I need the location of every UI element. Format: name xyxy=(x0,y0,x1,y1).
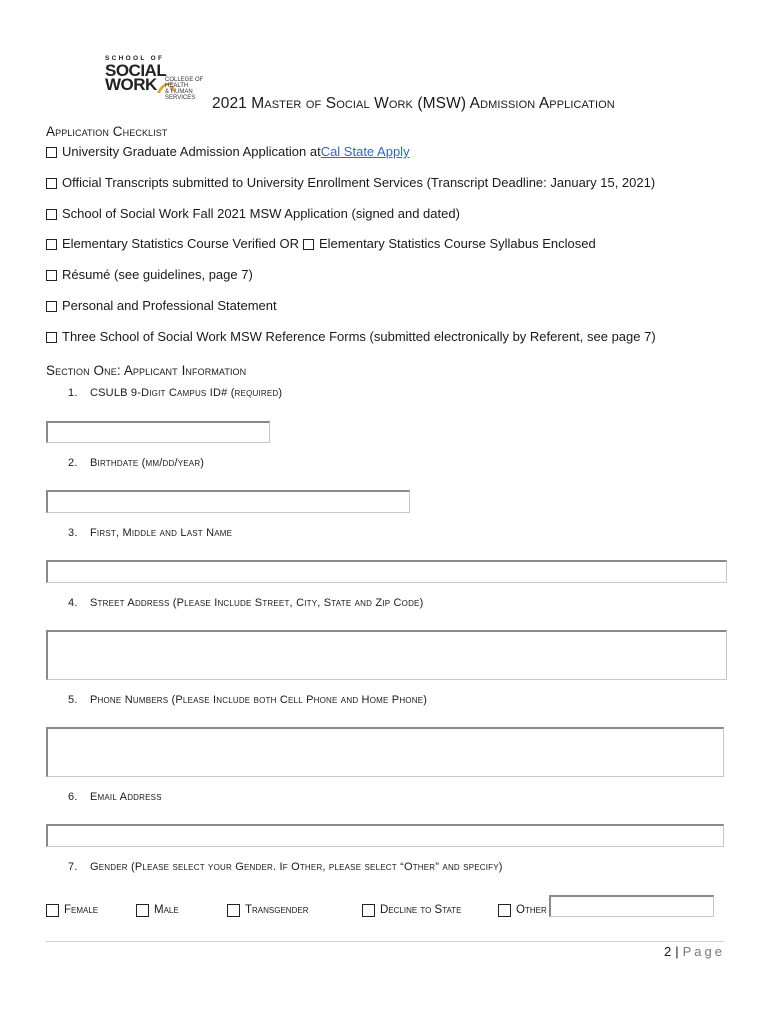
logo-sub-line1: COLLEGE OF xyxy=(165,77,204,83)
logo-sub-line4: SERVICES xyxy=(165,95,196,101)
birthdate-input[interactable] xyxy=(46,490,410,513)
gender-option-female[interactable]: Female xyxy=(46,904,136,917)
checklist-item-6 xyxy=(46,298,277,313)
question-6-label: 6. Email Address xyxy=(68,791,162,803)
gender-option-transgender[interactable]: Transgender xyxy=(227,904,362,917)
gender-option-decline[interactable]: Decline to State xyxy=(362,904,498,917)
checklist-checkbox-4a[interactable] xyxy=(46,239,57,250)
gender-other-input[interactable] xyxy=(549,895,714,917)
campus-id-input[interactable] xyxy=(46,421,270,443)
checklist-checkbox-4b[interactable] xyxy=(303,239,314,250)
checklist-item-1 xyxy=(46,144,410,159)
checklist-item-2 xyxy=(46,175,655,190)
gender-checkbox-transgender[interactable] xyxy=(227,904,240,917)
logo-school-of: SCHOOL OF xyxy=(105,55,165,62)
footer-divider xyxy=(46,941,724,942)
question-2-label: 2. Birthdate (mm/dd/year) xyxy=(68,457,205,469)
checklist-heading: Application Checklist xyxy=(46,124,168,139)
gender-checkbox-female[interactable] xyxy=(46,904,59,917)
email-address-input[interactable] xyxy=(46,824,724,847)
checklist-item-4-text: Elementary Statistics Course Verified OR xyxy=(62,236,299,251)
checklist-item-6-text: Personal and Professional Statement xyxy=(62,298,277,313)
document-title: 2021 Master of Social Work (MSW) Admission Application xyxy=(212,95,615,112)
cal-state-apply-link[interactable]: Cal State Apply xyxy=(320,144,410,159)
phone-numbers-input[interactable] xyxy=(46,727,724,777)
question-5-label: 5. Phone Numbers (Please Include both Cell Phone and Home Phone) xyxy=(68,694,428,706)
checklist-checkbox-6[interactable] xyxy=(46,301,57,312)
logo-sub-line2: HEALTH xyxy=(165,83,189,89)
checklist-item-7-text: Three School of Social Work MSW Reference Forms (submitted electronically by Referent, see page 7) xyxy=(62,329,656,344)
gender-checkbox-male[interactable] xyxy=(136,904,149,917)
checklist-item-4 xyxy=(46,236,596,251)
checklist-item-3 xyxy=(46,206,460,221)
logo-sub-line3: & HUMAN xyxy=(165,89,193,95)
checklist-item-3-text: School of Social Work Fall 2021 MSW Application (signed and dated) xyxy=(62,206,460,221)
checklist-item-5 xyxy=(46,267,253,282)
logo-social: SOCIAL xyxy=(105,61,167,80)
full-name-input[interactable] xyxy=(46,560,727,583)
checklist-item-4b-text: Elementary Statistics Course Syllabus Enclosed xyxy=(318,236,596,251)
checklist-item-2-text: Official Transcripts submitted to University Enrollment Services (Transcript Deadline: January 15, 2021) xyxy=(62,175,656,190)
question-7-label: 7. Gender (Please select your Gender. If Other, please select “Other” and specify) xyxy=(68,861,503,873)
question-1-label: 1. CSULB 9-Digit Campus ID# (required) xyxy=(68,387,283,399)
checklist-checkbox-7[interactable] xyxy=(46,332,57,343)
gender-checkbox-other[interactable] xyxy=(498,904,511,917)
page-number: 2 | Page xyxy=(664,944,725,959)
checklist-item-7 xyxy=(46,329,656,344)
question-3-label: 3. First, Middle and Last Name xyxy=(68,527,233,539)
checklist-item-5-text: Résumé (see guidelines, page 7) xyxy=(62,267,253,282)
checklist-checkbox-5[interactable] xyxy=(46,270,57,281)
school-logo xyxy=(105,55,210,105)
logo-work: WORK xyxy=(105,75,157,94)
gender-checkbox-decline[interactable] xyxy=(362,904,375,917)
question-4-label: 4. Street Address (Please Include Street, City, State and Zip Code) xyxy=(68,597,424,609)
section-one-heading: Section One: Applicant Information xyxy=(46,363,247,378)
checklist-checkbox-2[interactable] xyxy=(46,178,57,189)
checklist-checkbox-3[interactable] xyxy=(46,209,57,220)
checklist-checkbox-1[interactable] xyxy=(46,147,57,158)
gender-option-male[interactable]: Male xyxy=(136,904,227,917)
checklist-item-1-text: University Graduate Admission Application at xyxy=(62,144,321,159)
street-address-input[interactable] xyxy=(46,630,727,680)
gender-option-other[interactable]: Other xyxy=(498,904,547,917)
gender-options xyxy=(46,903,714,917)
